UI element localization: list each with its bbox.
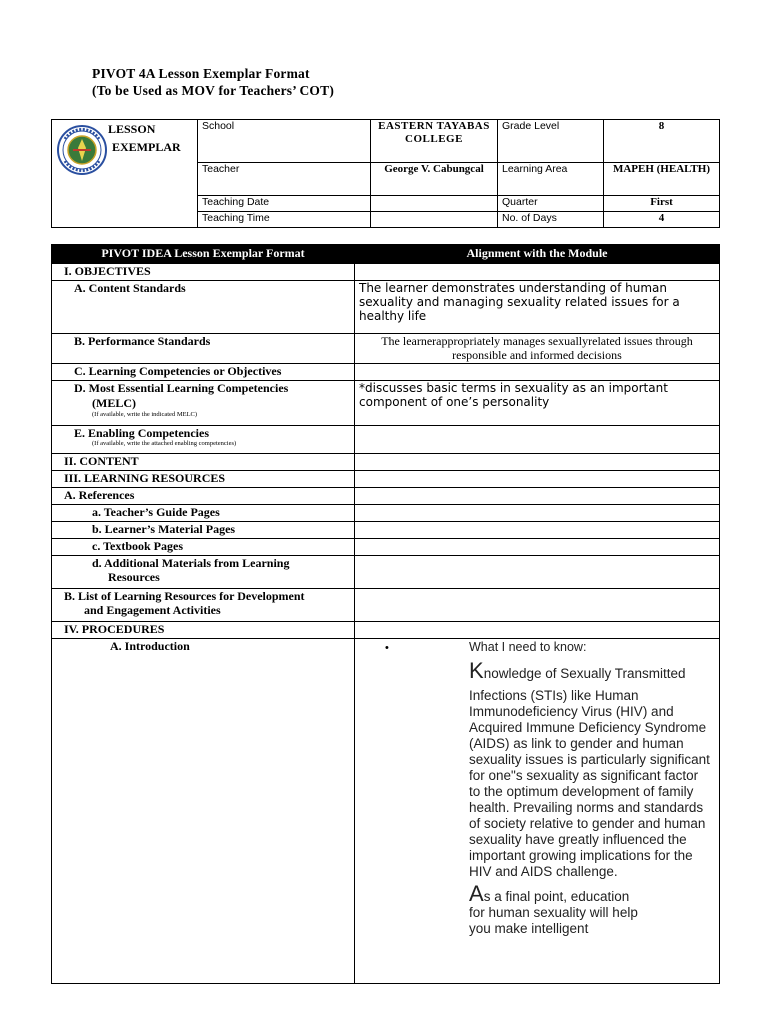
additional-materials-label: d. Additional Materials from Learning [92, 556, 290, 570]
area-value: MAPEH (HEALTH) [604, 163, 720, 196]
intro-p2-first: s a final point, education [483, 889, 630, 904]
school-value: EASTERN TAYABAS COLLEGE [371, 120, 498, 163]
cell-empty [355, 364, 720, 381]
days-label: No. of Days [498, 212, 604, 228]
melc-note: (If available, write the indicated MELC) [92, 411, 198, 418]
col-header-format: PIVOT IDEA Lesson Exemplar Format [52, 245, 355, 264]
row-list-resources [52, 589, 355, 622]
dropcap-k: K [469, 658, 484, 683]
intro-p1-rest: Infections (STIs) like Human Immunodeficiency Virus (HIV) and Acquired Immune Deficiency Syndrome (AIDS) as link to gender and human sexuality issues is particularly significant for one"s sexuality as significant factor to the optimum development of family health. Prevailing norms and standards of society relative to gender and human sexuality have greatly influenced the important growing implications for the HIV and AIDS challenge. [469, 688, 710, 879]
cell-empty [355, 505, 720, 522]
row-performance-standards: B. Performance Standards [52, 334, 355, 364]
cell-empty [355, 589, 720, 622]
row-additional-materials [52, 556, 355, 589]
content-standards-value: The learner demonstrates understanding of human sexuality and managing sexuality related issues for a healthy life [355, 281, 720, 334]
row-learning-resources: III. LEARNING RESOURCES [52, 471, 355, 488]
col-header-alignment: Alignment with the Module [355, 245, 720, 264]
row-enabling [52, 426, 355, 454]
quarter-value: First [604, 196, 720, 212]
cell-empty [355, 522, 720, 539]
doc-title: PIVOT 4A Lesson Exemplar Format [92, 66, 310, 81]
school-label: School [198, 120, 371, 163]
lesson-plan-table [51, 244, 720, 984]
time-value [371, 212, 498, 228]
area-label: Learning Area [498, 163, 604, 196]
cell-empty [355, 471, 720, 488]
row-learning-competencies: C. Learning Competencies or Objectives [52, 364, 355, 381]
row-teachers-guide: a. Teacher’s Guide Pages [52, 505, 355, 522]
row-objectives: I. OBJECTIVES [52, 264, 355, 281]
melc-value: *discusses basic terms in sexuality as an important component of one’s personality [355, 381, 720, 426]
teacher-label: Teacher [198, 163, 371, 196]
row-procedures: IV. PROCEDURES [52, 622, 355, 639]
date-value [371, 196, 498, 212]
exemplar-label: EXEMPLAR [112, 140, 181, 154]
quarter-label: Quarter [498, 196, 604, 212]
row-content-standards: A. Content Standards [52, 281, 355, 334]
teacher-value: George V. Cabungcal [371, 163, 498, 196]
enabling-label: E. Enabling Competencies [74, 426, 210, 440]
lesson-label: LESSON [108, 122, 156, 136]
school-seal-icon [56, 124, 108, 176]
doc-subtitle: (To be Used as MOV for Teachers’ COT) [92, 83, 335, 98]
cell-empty [355, 454, 720, 471]
introduction-content [355, 639, 720, 984]
dropcap-a: A [469, 881, 484, 906]
additional-materials-label-2: Resources [108, 570, 160, 584]
intro-p1-first: nowledge of Sexually Transmitted [483, 666, 686, 681]
cell-empty [355, 622, 720, 639]
melc-label: D. Most Essential Learning Competencies [74, 381, 289, 395]
enabling-note: (If available, write the attached enabling competencies) [92, 440, 237, 447]
row-learners-material: b. Learner’s Material Pages [52, 522, 355, 539]
list-resources-label: B. List of Learning Resources for Development [64, 589, 305, 603]
bullet-marker: • [385, 642, 389, 654]
melc-label-2: (MELC) [92, 396, 136, 410]
row-textbook: c. Textbook Pages [52, 539, 355, 556]
intro-p2-rest: for human sexuality will help you make intelligent [469, 905, 638, 936]
cell-empty [355, 264, 720, 281]
date-label: Teaching Date [198, 196, 371, 212]
intro-paragraph-2 [469, 881, 659, 937]
list-resources-label-2: and Engagement Activities [84, 603, 221, 617]
row-references: A. References [52, 488, 355, 505]
lesson-header-table [51, 119, 720, 228]
grade-label: Grade Level [498, 120, 604, 163]
row-introduction: A. Introduction [52, 639, 355, 984]
lesson-exemplar-cell [52, 120, 198, 228]
grade-value: 8 [604, 120, 720, 163]
intro-heading: What I need to know: [469, 640, 587, 654]
intro-paragraph-1 [469, 658, 717, 937]
cell-empty [355, 556, 720, 589]
cell-empty [355, 539, 720, 556]
cell-empty [355, 488, 720, 505]
cell-empty [355, 426, 720, 454]
time-label: Teaching Time [198, 212, 371, 228]
days-value: 4 [604, 212, 720, 228]
performance-standards-value: The learnerappropriately manages sexuallyrelated issues through responsible and informed decisions [355, 334, 720, 364]
row-content: II. CONTENT [52, 454, 355, 471]
row-melc [52, 381, 355, 426]
